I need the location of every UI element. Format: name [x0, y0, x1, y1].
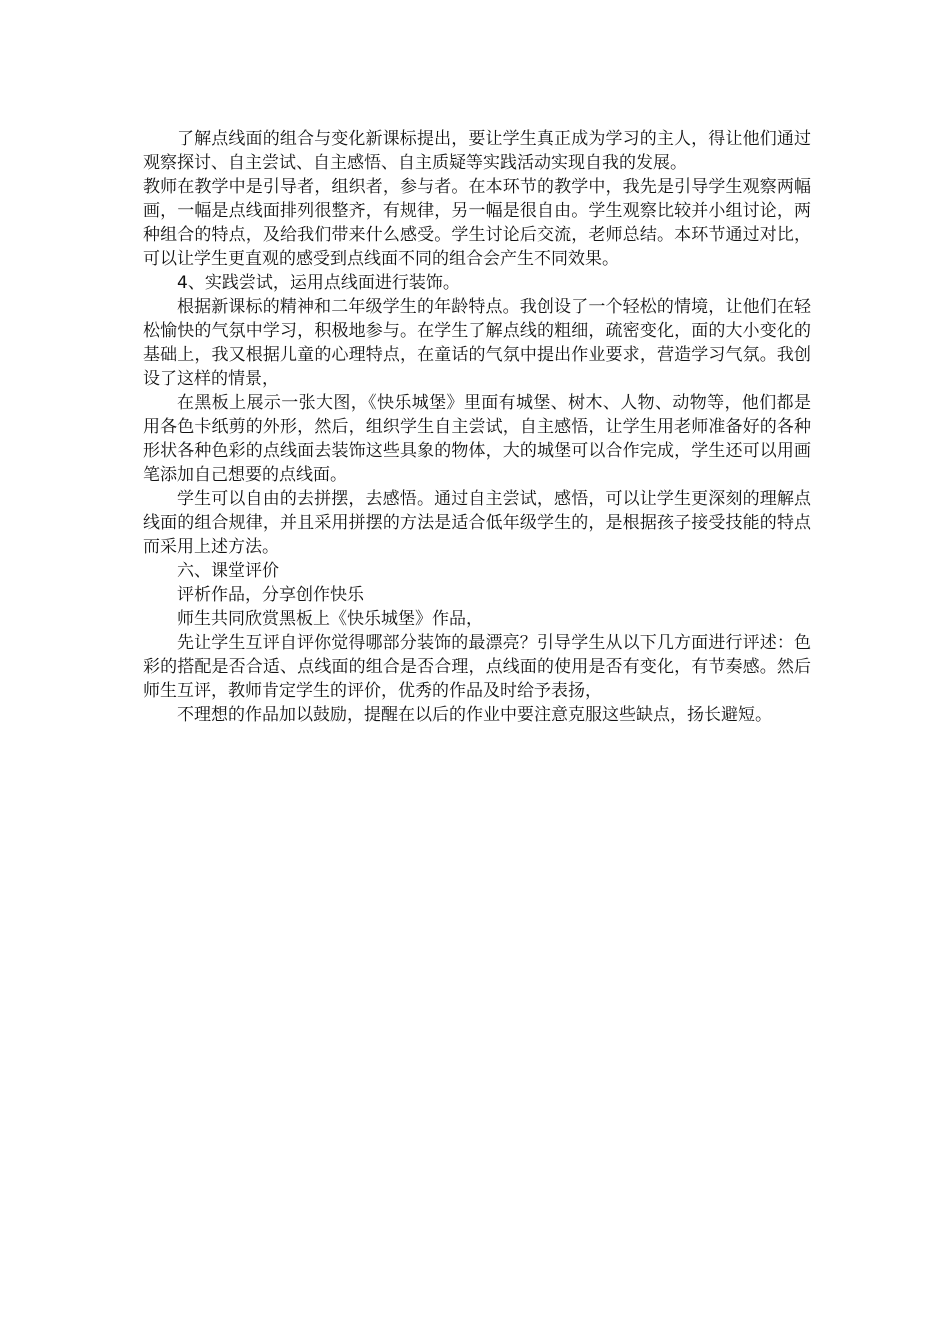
paragraph-appreciate: 师生共同欣赏黑板上《快乐城堡》作品， [177, 609, 483, 629]
paragraph-new-curriculum: 根据新课标的精神和二年级学生的年龄特点。我创设了一个轻松的情境，让他们在轻松愉快的气氛中学习，积极地参与。在学生了解点线的粗细，疏密变化，面的大小变化的基础上，我又根据儿童的心理特点，在童话的气氛中提出作业要求，营造学习气氛。我创设了这样的情景， [143, 297, 811, 389]
paragraph-free-arrangement: 学生可以自由的去拼摆，去感悟。通过自主尝试，感悟，可以让学生更深刻的理解点线面的组合规律，并且采用拼摆的方法是适合低年级学生的，是根据孩子接受技能的特点而采用上述方法。 [143, 489, 811, 557]
paragraph-intro: 了解点线面的组合与变化新课标提出，要让学生真正成为学习的主人，得让他们通过观察探讨、自主尝试、自主感悟、自主质疑等实践活动实现自我的发展。 [143, 129, 811, 173]
paragraph-blackboard: 在黑板上展示一张大图，《快乐城堡》里面有城堡、树木、人物、动物等，他们都是用各色卡纸剪的外形，然后，组织学生自主尝试，自主感悟，让学生用老师准备好的各种形状各种色彩的点线面去装饰这些具象的物体，大的城堡可以合作完成，学生还可以用画笔添加自己想要的点线面。 [143, 393, 811, 485]
document-body [143, 127, 811, 727]
paragraph-teacher-role: 教师在教学中是引导者，组织者，参与者。在本环节的教学中，我先是引导学生观察两幅画，一幅是点线面排列很整齐，有规律，另一幅是很自由。学生观察比较并小组讨论，两种组合的特点，及给我们带来什么感受。学生讨论后交流，老师总结。本环节通过对比，可以让学生更直观的感受到点线面不同的组合会产生不同效果。 [143, 177, 811, 269]
paragraph-encouragement: 不理想的作品加以鼓励，提醒在以后的作业中要注意克服这些缺点，扬长避短。 [177, 705, 772, 725]
paragraph-mutual-evaluation: 先让学生互评自评你觉得哪部分装饰的最漂亮？引导学生从以下几方面进行评述：色彩的搭配是否合适、点线面的组合是否合理，点线面的使用是否有变化，有节奏感。然后师生互评，教师肯定学生的评价，优秀的作品及时给予表扬， [143, 633, 811, 701]
paragraph-analyze-works: 评析作品，分享创作快乐 [177, 585, 364, 605]
section-heading-evaluation: 六、课堂评价 [177, 561, 279, 581]
section-heading-practice: 4、实践尝试，运用点线面进行装饰。 [177, 273, 460, 293]
